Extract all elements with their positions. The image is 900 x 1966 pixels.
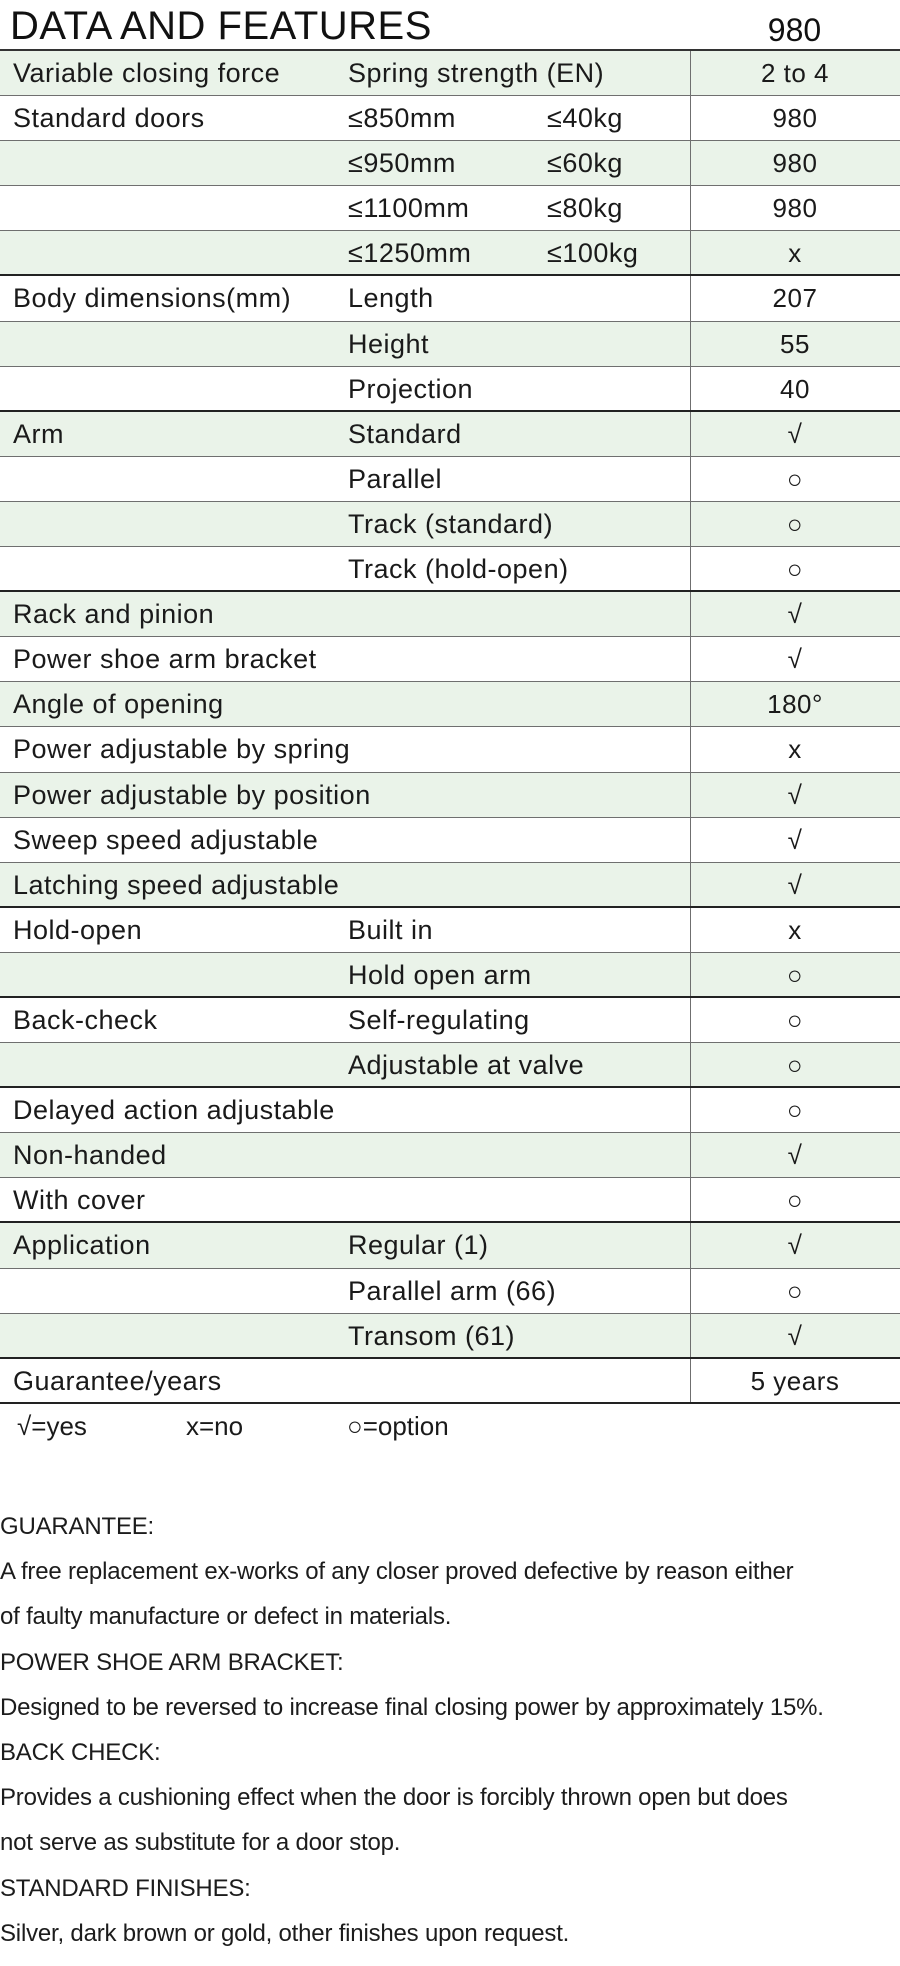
row-value: 980: [690, 186, 899, 230]
row-sub-label: ≤850mm: [348, 103, 456, 134]
row-sub-label: Standard: [348, 418, 462, 449]
note-heading: GUARANTEE:: [0, 1513, 155, 1540]
row-value: 180°: [690, 682, 899, 726]
row-sub-label: Regular (1): [348, 1230, 489, 1261]
row-feature-label: Sweep speed adjustable: [13, 824, 319, 855]
row-value: 207: [690, 276, 899, 320]
row-value: 40: [690, 367, 899, 410]
row-value: √: [690, 1133, 899, 1177]
row-weight-label: ≤100kg: [547, 238, 639, 269]
row-feature-label: Hold-open: [13, 914, 143, 945]
row-value: √: [690, 863, 899, 906]
row-feature-label: Power shoe arm bracket: [13, 644, 317, 675]
row-value: ○: [690, 457, 899, 501]
table-row: [0, 1178, 900, 1223]
table-row: [0, 276, 900, 321]
row-sub-label: Adjustable at valve: [348, 1050, 585, 1081]
table-row: [0, 682, 900, 727]
table-row: [0, 1088, 900, 1133]
row-sub-label: Track (standard): [348, 508, 554, 539]
row-value: 980: [690, 96, 899, 140]
table-row: [0, 322, 900, 367]
table-row: [0, 773, 900, 818]
note-text: Provides a cushioning effect when the door is forcibly thrown open but does: [0, 1784, 788, 1812]
row-weight-label: ≤40kg: [547, 103, 623, 134]
row-value: ○: [690, 1043, 899, 1086]
row-feature-label: Angle of opening: [13, 689, 224, 720]
row-weight-label: ≤80kg: [547, 193, 623, 224]
table-row: [0, 998, 900, 1043]
row-feature-label: With cover: [13, 1185, 146, 1216]
row-value: √: [690, 1314, 899, 1357]
legend: [0, 1402, 900, 1452]
row-value: ○: [690, 953, 899, 996]
table-row: [0, 51, 900, 96]
row-sub-label: Height: [348, 328, 430, 359]
row-sub-label: Self-regulating: [348, 1004, 530, 1035]
table-row: [0, 231, 900, 276]
row-value: ○: [690, 1178, 899, 1221]
note-text: Designed to be reversed to increase final closing power by approximately 15%.: [0, 1693, 824, 1721]
table-row: [0, 96, 900, 141]
row-feature-label: Guarantee/years: [13, 1365, 222, 1396]
note-text: of faulty manufacture or defect in materials.: [0, 1603, 452, 1631]
table-row: [0, 186, 900, 231]
legend-option: ○=option: [347, 1411, 449, 1441]
legend-yes: √=yes: [17, 1411, 87, 1441]
spec-table: [0, 49, 900, 1404]
row-value: ○: [690, 998, 899, 1042]
note-text: not serve as substitute for a door stop.: [0, 1829, 401, 1857]
row-value: x: [690, 727, 899, 771]
table-row: [0, 863, 900, 908]
row-feature-label: Rack and pinion: [13, 599, 215, 630]
row-value: x: [690, 231, 899, 274]
row-feature-label: Body dimensions(mm): [13, 283, 292, 314]
table-row: [0, 1359, 900, 1404]
row-feature-label: Power adjustable by spring: [13, 734, 351, 765]
row-value: x: [690, 908, 899, 952]
row-value: ○: [690, 1269, 899, 1313]
table-row: [0, 502, 900, 547]
model-number: 980: [767, 12, 822, 48]
row-sub-label: ≤950mm: [348, 148, 456, 179]
table-row: [0, 908, 900, 953]
row-sub-label: Track (hold-open): [348, 554, 569, 585]
row-value: 980: [690, 141, 899, 185]
table-header: [0, 0, 900, 50]
page-title: DATA AND FEATURES: [10, 4, 432, 48]
row-feature-label: Power adjustable by position: [13, 779, 371, 810]
row-sub-label: Projection: [348, 373, 474, 404]
row-sub-label: Spring strength (EN): [348, 58, 605, 88]
row-value: √: [690, 773, 899, 817]
row-value: ○: [690, 547, 899, 590]
legend-no: x=no: [186, 1411, 244, 1441]
row-sub-label: ≤1100mm: [348, 193, 470, 224]
note-text: A free replacement ex-works of any closer proved defective by reason either: [0, 1558, 794, 1586]
row-value: 2 to 4: [690, 51, 899, 95]
row-feature-label: Back-check: [13, 1004, 158, 1035]
table-row: [0, 547, 900, 592]
row-sub-label: ≤1250mm: [348, 238, 472, 269]
row-sub-label: Built in: [348, 914, 434, 945]
table-row: [0, 412, 900, 457]
table-row: [0, 727, 900, 772]
table-row: [0, 953, 900, 998]
row-value: ○: [690, 502, 899, 546]
table-row: [0, 592, 900, 637]
row-value: 55: [690, 322, 899, 366]
table-row: [0, 818, 900, 863]
row-sub-label: Hold open arm: [348, 959, 532, 990]
table-row: [0, 637, 900, 682]
table-row: [0, 141, 900, 186]
row-feature-label: Standard doors: [13, 103, 205, 134]
row-sub-label: Length: [348, 283, 434, 314]
note-heading: POWER SHOE ARM BRACKET:: [0, 1648, 344, 1676]
notes-section: [0, 1504, 900, 1956]
row-sub-label: Parallel: [348, 463, 443, 494]
note-text: Silver, dark brown or gold, other finishes upon request.: [0, 1919, 570, 1947]
table-row: [0, 1043, 900, 1088]
row-feature-label: Latching speed adjustable: [13, 869, 340, 900]
row-value: 5 years: [690, 1359, 899, 1402]
row-value: ○: [690, 1088, 899, 1132]
table-row: [0, 1269, 900, 1314]
row-feature-label: Variable closing force: [13, 58, 281, 88]
note-heading: STANDARD FINISHES:: [0, 1874, 251, 1902]
row-value: √: [690, 592, 899, 636]
row-sub-label: Transom (61): [348, 1320, 516, 1351]
row-value: √: [690, 818, 899, 862]
row-value: √: [690, 1223, 899, 1267]
table-row: [0, 1223, 900, 1268]
row-feature-label: Delayed action adjustable: [13, 1095, 335, 1126]
table-row: [0, 1133, 900, 1178]
row-feature-label: Application: [13, 1230, 151, 1261]
table-row: [0, 367, 900, 412]
note-heading: BACK CHECK:: [0, 1738, 161, 1766]
table-row: [0, 457, 900, 502]
row-weight-label: ≤60kg: [547, 148, 623, 179]
row-value: √: [690, 637, 899, 681]
row-feature-label: Non-handed: [13, 1140, 167, 1171]
table-row: [0, 1314, 900, 1359]
row-value: √: [690, 412, 899, 456]
row-feature-label: Arm: [13, 418, 64, 449]
row-sub-label: Parallel arm (66): [348, 1275, 557, 1306]
